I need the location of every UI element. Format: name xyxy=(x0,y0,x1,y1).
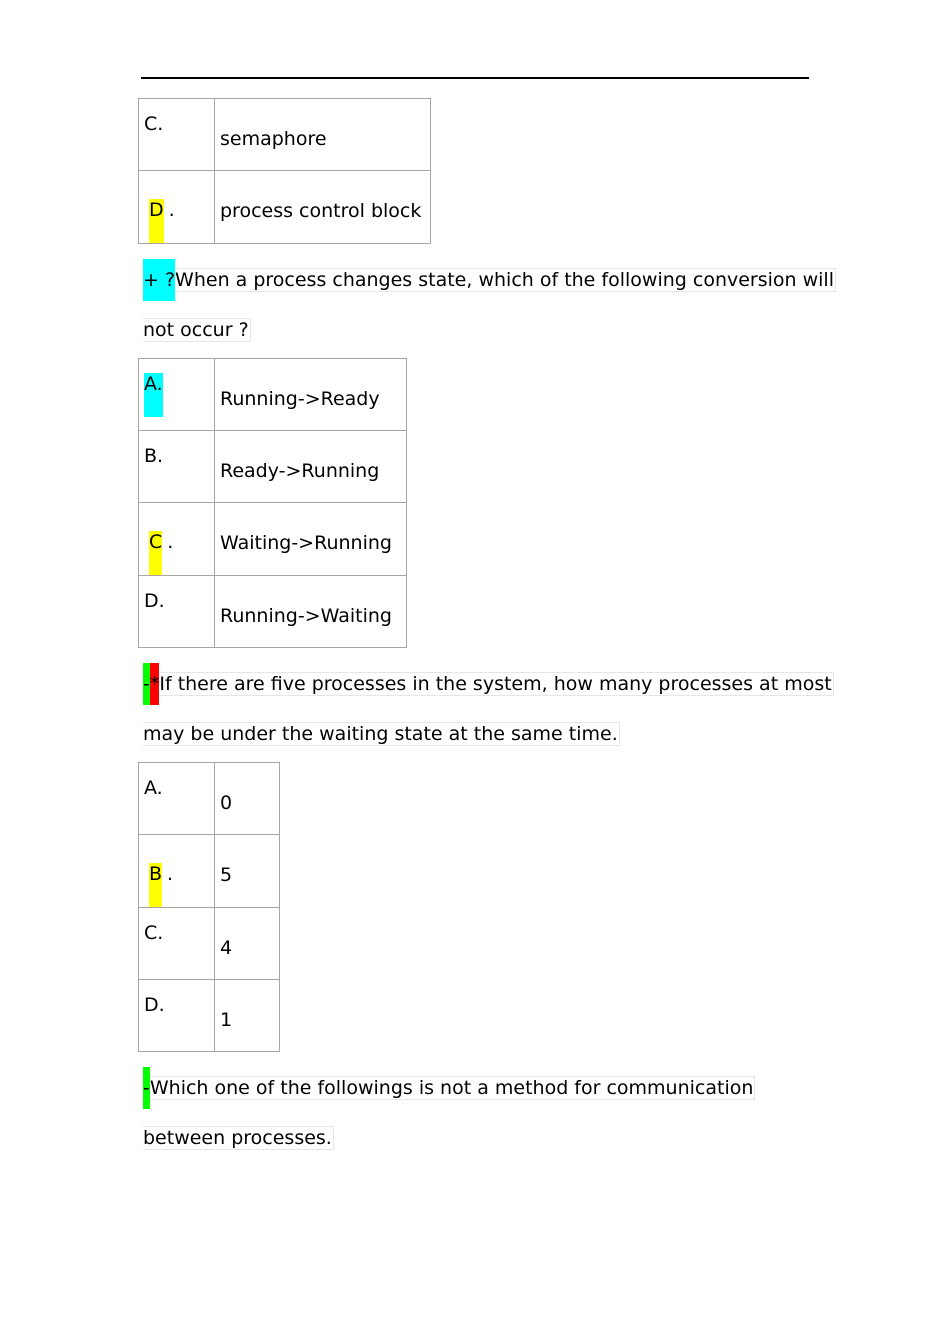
option-letter-suffix: . xyxy=(168,199,175,221)
option-row-a xyxy=(139,763,280,835)
question-text-cont: not occur ? xyxy=(143,319,249,341)
question-3-line-1 xyxy=(143,1067,755,1109)
option-text: 1 xyxy=(220,1009,233,1031)
option-row-d xyxy=(139,980,280,1052)
answer-highlight: B xyxy=(149,863,162,907)
option-text: Running->Ready xyxy=(220,388,380,410)
option-row-d xyxy=(139,171,431,244)
option-letter: C. xyxy=(144,922,164,944)
option-letter-suffix: . xyxy=(167,531,174,553)
option-text: 5 xyxy=(220,864,233,886)
question-2-line-1 xyxy=(143,663,834,705)
option-letter: D. xyxy=(144,994,165,1016)
question-1-line-1 xyxy=(143,259,836,301)
option-text: Running->Waiting xyxy=(220,605,392,627)
question-text-cont: may be under the waiting state at the same time. xyxy=(143,723,618,745)
option-letter: B. xyxy=(144,445,164,467)
option-row-d xyxy=(139,576,407,648)
option-row-a xyxy=(139,359,407,431)
options-table-q1 xyxy=(138,358,407,648)
option-text: Waiting->Running xyxy=(220,532,392,554)
question-marker-star: * xyxy=(150,663,160,705)
option-letter: A. xyxy=(144,777,163,799)
question-marker: - xyxy=(143,663,150,705)
question-text: When a process changes state, which of the following conversion will xyxy=(175,268,834,291)
question-marker: - xyxy=(143,1067,150,1109)
option-text: 4 xyxy=(220,937,233,959)
option-row-c xyxy=(139,503,407,576)
option-row-c xyxy=(139,908,280,980)
option-text: Ready->Running xyxy=(220,460,380,482)
option-row-b xyxy=(139,835,280,908)
question-text-cont: between processes. xyxy=(143,1127,332,1149)
option-text: semaphore xyxy=(220,128,327,150)
option-letter: D. xyxy=(144,590,165,612)
answer-highlight: C xyxy=(149,531,162,575)
question-3-line-2 xyxy=(143,1121,334,1155)
option-text: 0 xyxy=(220,792,233,814)
option-row-b xyxy=(139,431,407,503)
question-1-line-2 xyxy=(143,313,251,347)
options-table-prev xyxy=(138,98,431,244)
option-row-c xyxy=(139,99,431,171)
header-rule xyxy=(141,77,809,79)
question-text: If there are five processes in the system, how many processes at most xyxy=(159,672,832,695)
option-letter: C. xyxy=(144,113,164,135)
question-text: Which one of the followings is not a method for communication xyxy=(149,1076,754,1099)
question-2-line-2 xyxy=(143,717,620,751)
options-table-q2 xyxy=(138,762,280,1052)
answer-highlight: D xyxy=(149,199,164,243)
question-marker: + ? xyxy=(143,259,175,301)
option-letter-suffix: . xyxy=(167,863,174,885)
option-text: process control block xyxy=(220,200,422,222)
answer-highlight: A. xyxy=(144,373,163,417)
